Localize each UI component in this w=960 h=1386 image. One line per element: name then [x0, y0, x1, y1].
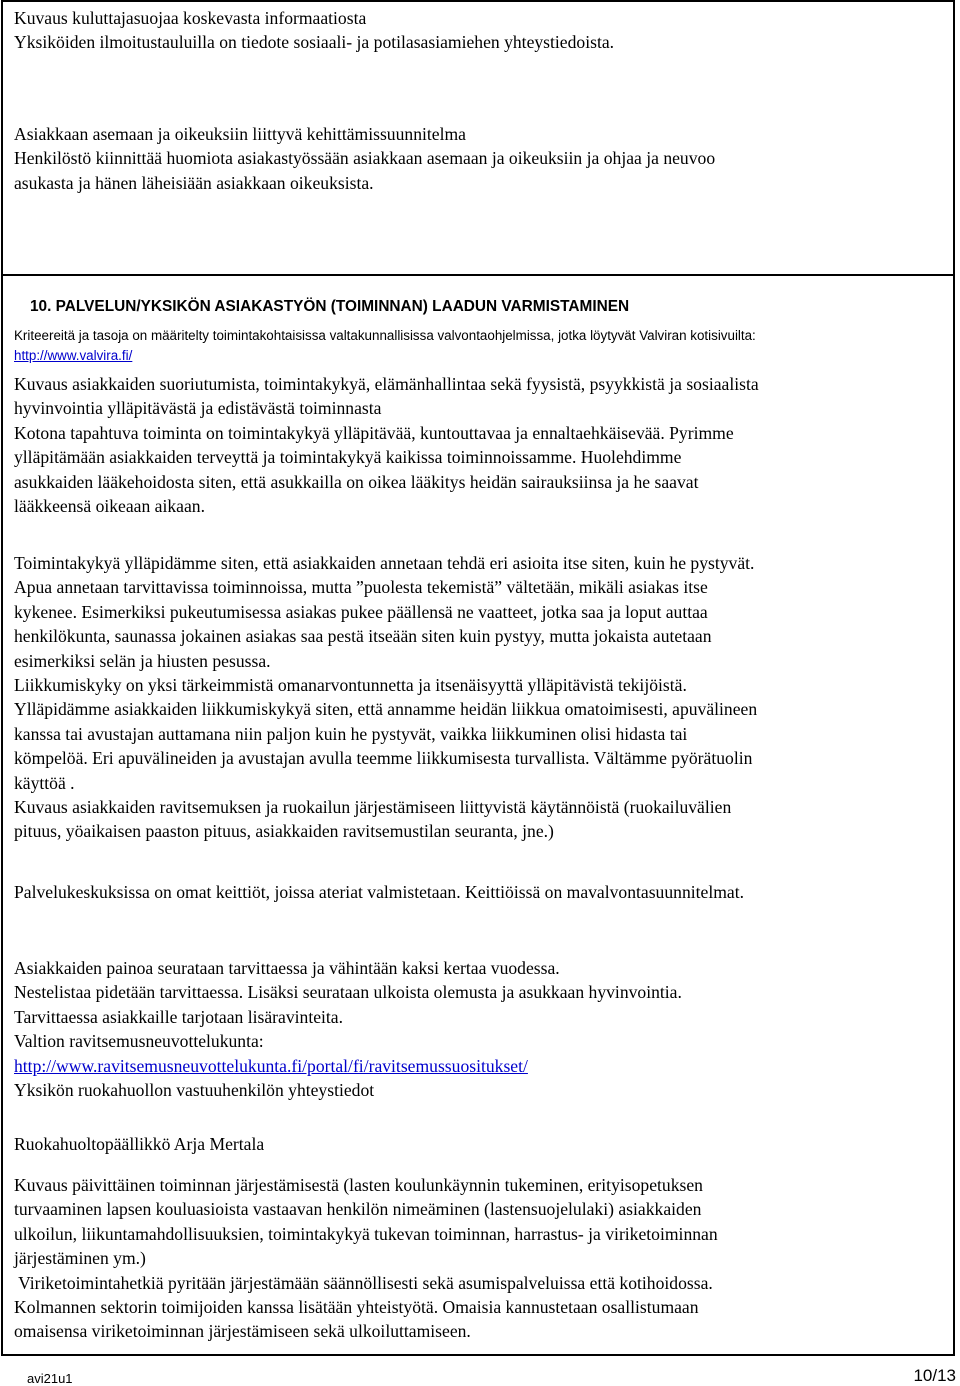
text-line: Asiakkaiden painoa seurataan tarvittaessa ja vähintään kaksi kertaa vuodessa. — [14, 958, 560, 978]
text-line: Henkilöstö kiinnittää huomiota asiakastyössään asiakkaan asemaan ja oikeuksiin ja ohjaa ja neuvoo — [14, 148, 716, 169]
text-line: Valtion ravitsemusneuvottelukunta: — [14, 1031, 264, 1052]
text-line: Asiakkaan asemaan ja oikeuksiin liittyvä kehittämissuunnitelma — [14, 124, 466, 144]
text-line: Ylläpidämme asiakkaiden liikkumiskykyä siten, että annamme heidän liikkua omatoimisesti, apuvälineen — [14, 699, 758, 720]
text-line: ylläpitämään asiakkaiden terveyttä ja toimintakykyä kaikissa toiminnoissamme. Huolehdimme — [14, 447, 682, 468]
consumer-info-paragraph — [14, 6, 614, 55]
text-line: kömpelöä. Eri apuvälineiden ja avustajan avulla teemme liikkumisesta turvallista. Vältämme pyörätuolin — [14, 748, 753, 769]
text-line: Kuvaus asiakkaiden suoriutumista, toimintakykyä, elämänhallintaa sekä fyysistä, psyykkistä ja sosiaalista — [14, 374, 759, 394]
criteria-text: Kriteereitä ja tasoja on määritelty toimintakohtaisissa valtakunnallisissa valvontaohjelmissa, jotka löytyvät Valviran kotisivuilta: — [14, 328, 756, 343]
text-line: kykenee. Esimerkiksi pukeutumisessa asiakas pukee päällensä ne vaatteet, jotka saa ja loput auttaa — [14, 601, 708, 622]
text-line: Kuvaus asiakkaiden ravitsemuksen ja ruokailun järjestämiseen liittyvistä käytännöistä (ruokailuvälien — [14, 797, 732, 818]
text-line: henkilökunta, saunassa jokainen asiakas saa pestä itseään siten kuin pystyy, mutta jokaista autetaan — [14, 626, 712, 647]
text-line: Toimintakykyä ylläpidämme siten, että asiakkaiden annetaan tehdä eri asioita itse siten, kuin he pystyvät. — [14, 553, 755, 573]
text-line: asukkaiden lääkehoidosta siten, että asukkailla on oikea lääkitys heidän sairauksiinsa ja he saavat — [14, 471, 699, 492]
text-line: Viriketoimintahetkiä pyritään järjestämään säännöllisesti sekä asumispalveluissa että kotihoidossa. — [14, 1272, 713, 1293]
nutrition-paragraph — [14, 956, 682, 1102]
section-heading: 10. PALVELUN/YKSIKÖN ASIAKASTYÖN (TOIMINNAN) LAADUN VARMISTAMINEN — [30, 298, 630, 315]
text-line: Kotona tapahtuva toiminta on toimintakykyä ylläpitävää, kuntouttavaa ja ennaltaehkäisevää. Pyrimme — [14, 422, 734, 443]
text-line: Tarvittaessa asiakkaille tarjotaan lisäravinteita. — [14, 1006, 343, 1027]
valvira-link[interactable]: http://www.valvira.fi/ — [14, 348, 133, 363]
section-box-quality-assurance — [1, 276, 955, 1356]
text-line: asukasta ja hänen läheisiään asiakkaan oikeuksista. — [14, 172, 374, 193]
text-line: lääkkeensä oikeaan aikaan. — [14, 496, 205, 517]
text-line: Apua annetaan tarvittavissa toiminnoissa, mutta ”puolesta tekemistä” vältetään, mikäli asiakas itse — [14, 577, 708, 598]
text-line: käyttöä . — [14, 772, 75, 793]
page-number: 10/13 — [913, 1366, 956, 1385]
text-line: Kuvaus päivittäinen toiminnan järjestämisestä (lasten koulunkäynnin tukeminen, erityisopetuksen — [14, 1175, 703, 1195]
rights-plan-paragraph — [14, 122, 715, 195]
mobility-paragraph — [14, 551, 757, 844]
text-line: Liikkumiskyky on yksi tärkeimmistä omanarvontunnetta ja itsenäisyyttä ylläpitävistä tekijöistä. — [14, 675, 687, 696]
text-line: järjestäminen ym.) — [14, 1248, 146, 1269]
nutrition-recommendations-link[interactable]: http://www.ravitsemusneuvottelukunta.fi/portal/fi/ravitsemussuositukset/ — [14, 1055, 528, 1076]
contact-label: Yksikön ruokahuollon vastuuhenkilön yhteystiedot — [14, 1080, 375, 1101]
text-line: esimerkiksi selän ja hiusten pesussa. — [14, 650, 271, 671]
text-line: ulkoilun, liikuntamahdollisuuksien, toimintakykyä tukevan toiminnan, harrastus- ja viriketoiminnan — [14, 1223, 718, 1244]
text-line: Kuvaus kuluttajasuojaa koskevasta informaatiosta — [14, 8, 367, 28]
kitchens-paragraph — [14, 880, 744, 904]
text-line: pituus, yöaikaisen paaston pituus, asiakkaiden ravitsemustilan seuranta, jne.) — [14, 821, 554, 842]
text-line: Nestelistaa pidetään tarvittaessa. Lisäksi seurataan ulkoista olemusta ja asukkaan hyvinvointia. — [14, 982, 682, 1003]
text-line: Yksiköiden ilmoitustauluilla on tiedote sosiaali- ja potilasasiamiehen yhteystiedoista. — [14, 32, 615, 53]
text-line: kanssa tai avustajan auttamana niin paljon kuin he pystyvät, vaikka liikkuminen olisi hidasta tai — [14, 723, 688, 744]
text-line: Palvelukeskuksissa on omat keittiöt, joissa ateriat valmistetaan. Keittiöissä on mavalvontasuunnitelmat. — [14, 882, 745, 902]
section-box-consumer-info — [1, 0, 955, 276]
criteria-note — [14, 326, 756, 366]
text-line: hyvinvointia ylläpitävästä ja edistävästä toiminnasta — [14, 398, 382, 419]
functional-ability-paragraph — [14, 372, 759, 518]
text-line: Ruokahuoltopäällikkö Arja Mertala — [14, 1134, 265, 1154]
text-line: Kolmannen sektorin toimijoiden kanssa lisätään yhteistyötä. Omaisia kannustetaan osallistumaan — [14, 1297, 699, 1318]
text-line: turvaaminen lapsen kouluasioista vastaavan henkilön nimeäminen (lastensuojelulaki) asiakkaiden — [14, 1199, 702, 1220]
text-line: omaisensa viriketoiminnan järjestämiseen sekä ulkoiluttamiseen. — [14, 1321, 471, 1342]
contact-person — [14, 1132, 264, 1156]
document-code: avi21u1 — [27, 1371, 73, 1386]
daily-activities-paragraph — [14, 1173, 718, 1344]
